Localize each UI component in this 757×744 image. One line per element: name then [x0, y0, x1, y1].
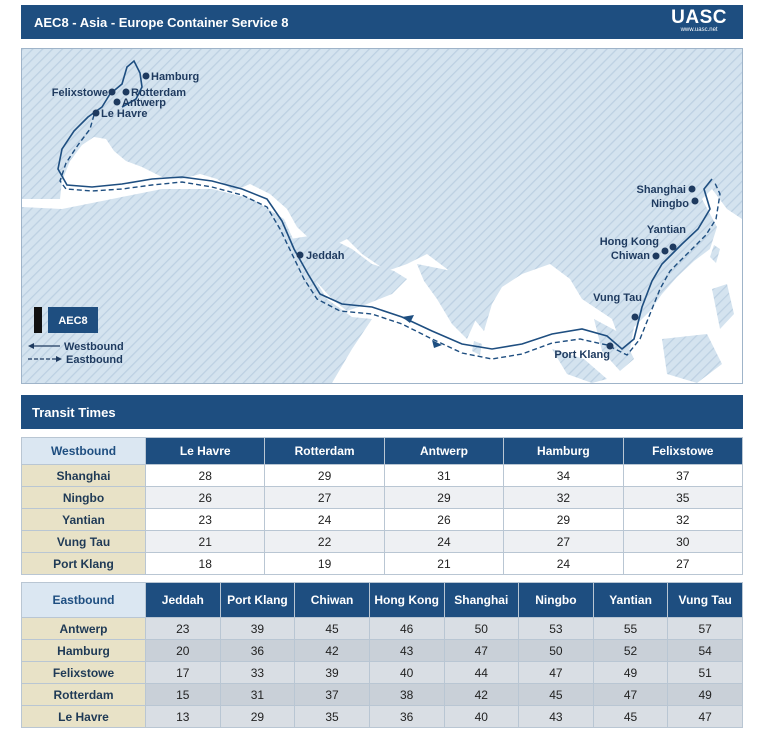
row-port: Yantian	[22, 509, 146, 531]
port-dot-felixstowe	[109, 89, 116, 96]
transit-days: 39	[220, 618, 295, 640]
table-row	[22, 509, 743, 531]
port-dot-hongkong	[662, 248, 669, 255]
page-title: AEC8 - Asia - Europe Container Service 8	[34, 15, 289, 30]
port-label-rotterdam: Rotterdam	[131, 87, 187, 99]
transit-days: 45	[295, 618, 370, 640]
port-label-felixstowe: Felixstowe	[51, 87, 108, 99]
transit-days: 40	[444, 706, 519, 728]
transit-days: 24	[265, 509, 384, 531]
row-port: Hamburg	[22, 640, 146, 662]
eastbound-col-header: Port Klang	[220, 583, 295, 618]
port-label-chiwan: Chiwan	[610, 250, 650, 262]
port-dot-jeddah	[297, 252, 304, 259]
logo-text: UASC	[671, 7, 727, 28]
transit-days: 17	[146, 662, 221, 684]
transit-days: 24	[504, 553, 623, 575]
transit-days: 44	[444, 662, 519, 684]
transit-days: 36	[220, 640, 295, 662]
transit-days: 33	[220, 662, 295, 684]
port-label-hongkong: Hong Kong	[599, 236, 659, 248]
port-label-portklang: Port Klang	[554, 349, 610, 361]
transit-days: 45	[593, 706, 668, 728]
transit-times-title: Transit Times	[32, 405, 116, 420]
port-dot-antwerp	[114, 99, 121, 106]
eastbound-table	[21, 582, 743, 728]
transit-days: 13	[146, 706, 221, 728]
uasc-logo	[671, 8, 727, 34]
transit-days: 22	[265, 531, 384, 553]
eastbound-header-row	[22, 583, 743, 618]
row-port: Le Havre	[22, 706, 146, 728]
transit-days: 15	[146, 684, 221, 706]
port-label-hamburg: Hamburg	[151, 71, 200, 83]
transit-days: 31	[220, 684, 295, 706]
transit-days: 29	[384, 487, 503, 509]
transit-days: 20	[146, 640, 221, 662]
legend-eastbound-label: Eastbound	[66, 354, 123, 366]
transit-days: 45	[519, 684, 594, 706]
logo-url: www.uasc.net	[680, 27, 718, 33]
port-dot-yantian	[670, 244, 677, 251]
table-row	[22, 487, 743, 509]
port-dot-ningbo	[692, 198, 699, 205]
transit-days: 47	[668, 706, 743, 728]
transit-days: 35	[295, 706, 370, 728]
row-port: Vung Tau	[22, 531, 146, 553]
transit-days: 47	[593, 684, 668, 706]
transit-days: 42	[444, 684, 519, 706]
transit-days: 23	[146, 509, 265, 531]
legend-service-label: AEC8	[58, 315, 88, 327]
port-label-jeddah: Jeddah	[306, 250, 345, 262]
row-port: Felixstowe	[22, 662, 146, 684]
row-port: Ningbo	[22, 487, 146, 509]
table-row	[22, 684, 743, 706]
legend-westbound-label: Westbound	[64, 341, 124, 353]
transit-days: 55	[593, 618, 668, 640]
transit-days: 30	[623, 531, 742, 553]
eastbound-col-header: Yantian	[593, 583, 668, 618]
transit-days: 27	[623, 553, 742, 575]
transit-days: 49	[668, 684, 743, 706]
westbound-col-header: Antwerp	[384, 438, 503, 465]
table-row	[22, 662, 743, 684]
transit-days: 51	[668, 662, 743, 684]
port-dot-rotterdam	[123, 89, 130, 96]
transit-days: 49	[593, 662, 668, 684]
transit-days: 27	[504, 531, 623, 553]
transit-days: 35	[623, 487, 742, 509]
table-row	[22, 553, 743, 575]
transit-days: 27	[265, 487, 384, 509]
transit-days: 28	[146, 465, 265, 487]
westbound-col-header: Le Havre	[146, 438, 265, 465]
transit-days: 47	[519, 662, 594, 684]
table-row	[22, 465, 743, 487]
table-row	[22, 640, 743, 662]
table-row	[22, 531, 743, 553]
eastbound-col-header: Hong Kong	[369, 583, 444, 618]
transit-days: 54	[668, 640, 743, 662]
transit-days: 29	[265, 465, 384, 487]
transit-days: 47	[444, 640, 519, 662]
port-label-lehavre: Le Havre	[101, 108, 148, 120]
transit-days: 50	[444, 618, 519, 640]
transit-days: 29	[220, 706, 295, 728]
route-map	[21, 48, 743, 384]
port-dot-lehavre	[93, 110, 100, 117]
westbound-col-header: Hamburg	[504, 438, 623, 465]
transit-days: 52	[593, 640, 668, 662]
transit-days: 38	[369, 684, 444, 706]
transit-days: 21	[384, 553, 503, 575]
port-label-ningbo: Ningbo	[651, 198, 689, 210]
eastbound-col-header: Ningbo	[519, 583, 594, 618]
transit-days: 19	[265, 553, 384, 575]
transit-times-header	[21, 395, 743, 429]
transit-days: 26	[146, 487, 265, 509]
row-port: Shanghai	[22, 465, 146, 487]
transit-days: 26	[384, 509, 503, 531]
row-port: Antwerp	[22, 618, 146, 640]
transit-days: 34	[504, 465, 623, 487]
transit-days: 53	[519, 618, 594, 640]
transit-days: 18	[146, 553, 265, 575]
table-row	[22, 618, 743, 640]
westbound-header-row	[22, 438, 743, 465]
transit-days: 37	[623, 465, 742, 487]
port-dot-hamburg	[143, 73, 150, 80]
transit-days: 43	[369, 640, 444, 662]
transit-days: 21	[146, 531, 265, 553]
transit-days: 23	[146, 618, 221, 640]
transit-days: 31	[384, 465, 503, 487]
transit-days: 42	[295, 640, 370, 662]
row-port: Port Klang	[22, 553, 146, 575]
route-map-svg	[22, 49, 742, 383]
transit-days: 37	[295, 684, 370, 706]
transit-days: 36	[369, 706, 444, 728]
transit-days: 32	[504, 487, 623, 509]
port-label-vungtau: Vung Tau	[593, 292, 642, 304]
transit-days: 24	[384, 531, 503, 553]
westbound-table	[21, 437, 743, 575]
eastbound-col-header: Vung Tau	[668, 583, 743, 618]
port-label-shanghai: Shanghai	[636, 184, 686, 196]
eastbound-col-header: Shanghai	[444, 583, 519, 618]
row-port: Rotterdam	[22, 684, 146, 706]
westbound-col-header: Rotterdam	[265, 438, 384, 465]
port-label-antwerp: Antwerp	[122, 97, 166, 109]
transit-days: 40	[369, 662, 444, 684]
transit-days: 32	[623, 509, 742, 531]
eastbound-corner: Eastbound	[22, 583, 146, 618]
port-dot-chiwan	[653, 253, 660, 260]
legend-black-bar	[34, 307, 42, 333]
transit-days: 43	[519, 706, 594, 728]
port-label-yantian: Yantian	[646, 224, 686, 236]
port-dot-vungtau	[632, 314, 639, 321]
table-row	[22, 706, 743, 728]
port-dot-shanghai	[689, 186, 696, 193]
westbound-col-header: Felixstowe	[623, 438, 742, 465]
westbound-corner: Westbound	[22, 438, 146, 465]
transit-days: 29	[504, 509, 623, 531]
transit-days: 57	[668, 618, 743, 640]
eastbound-col-header: Jeddah	[146, 583, 221, 618]
page-header	[21, 5, 743, 39]
eastbound-col-header: Chiwan	[295, 583, 370, 618]
transit-days: 46	[369, 618, 444, 640]
transit-days: 39	[295, 662, 370, 684]
transit-days: 50	[519, 640, 594, 662]
